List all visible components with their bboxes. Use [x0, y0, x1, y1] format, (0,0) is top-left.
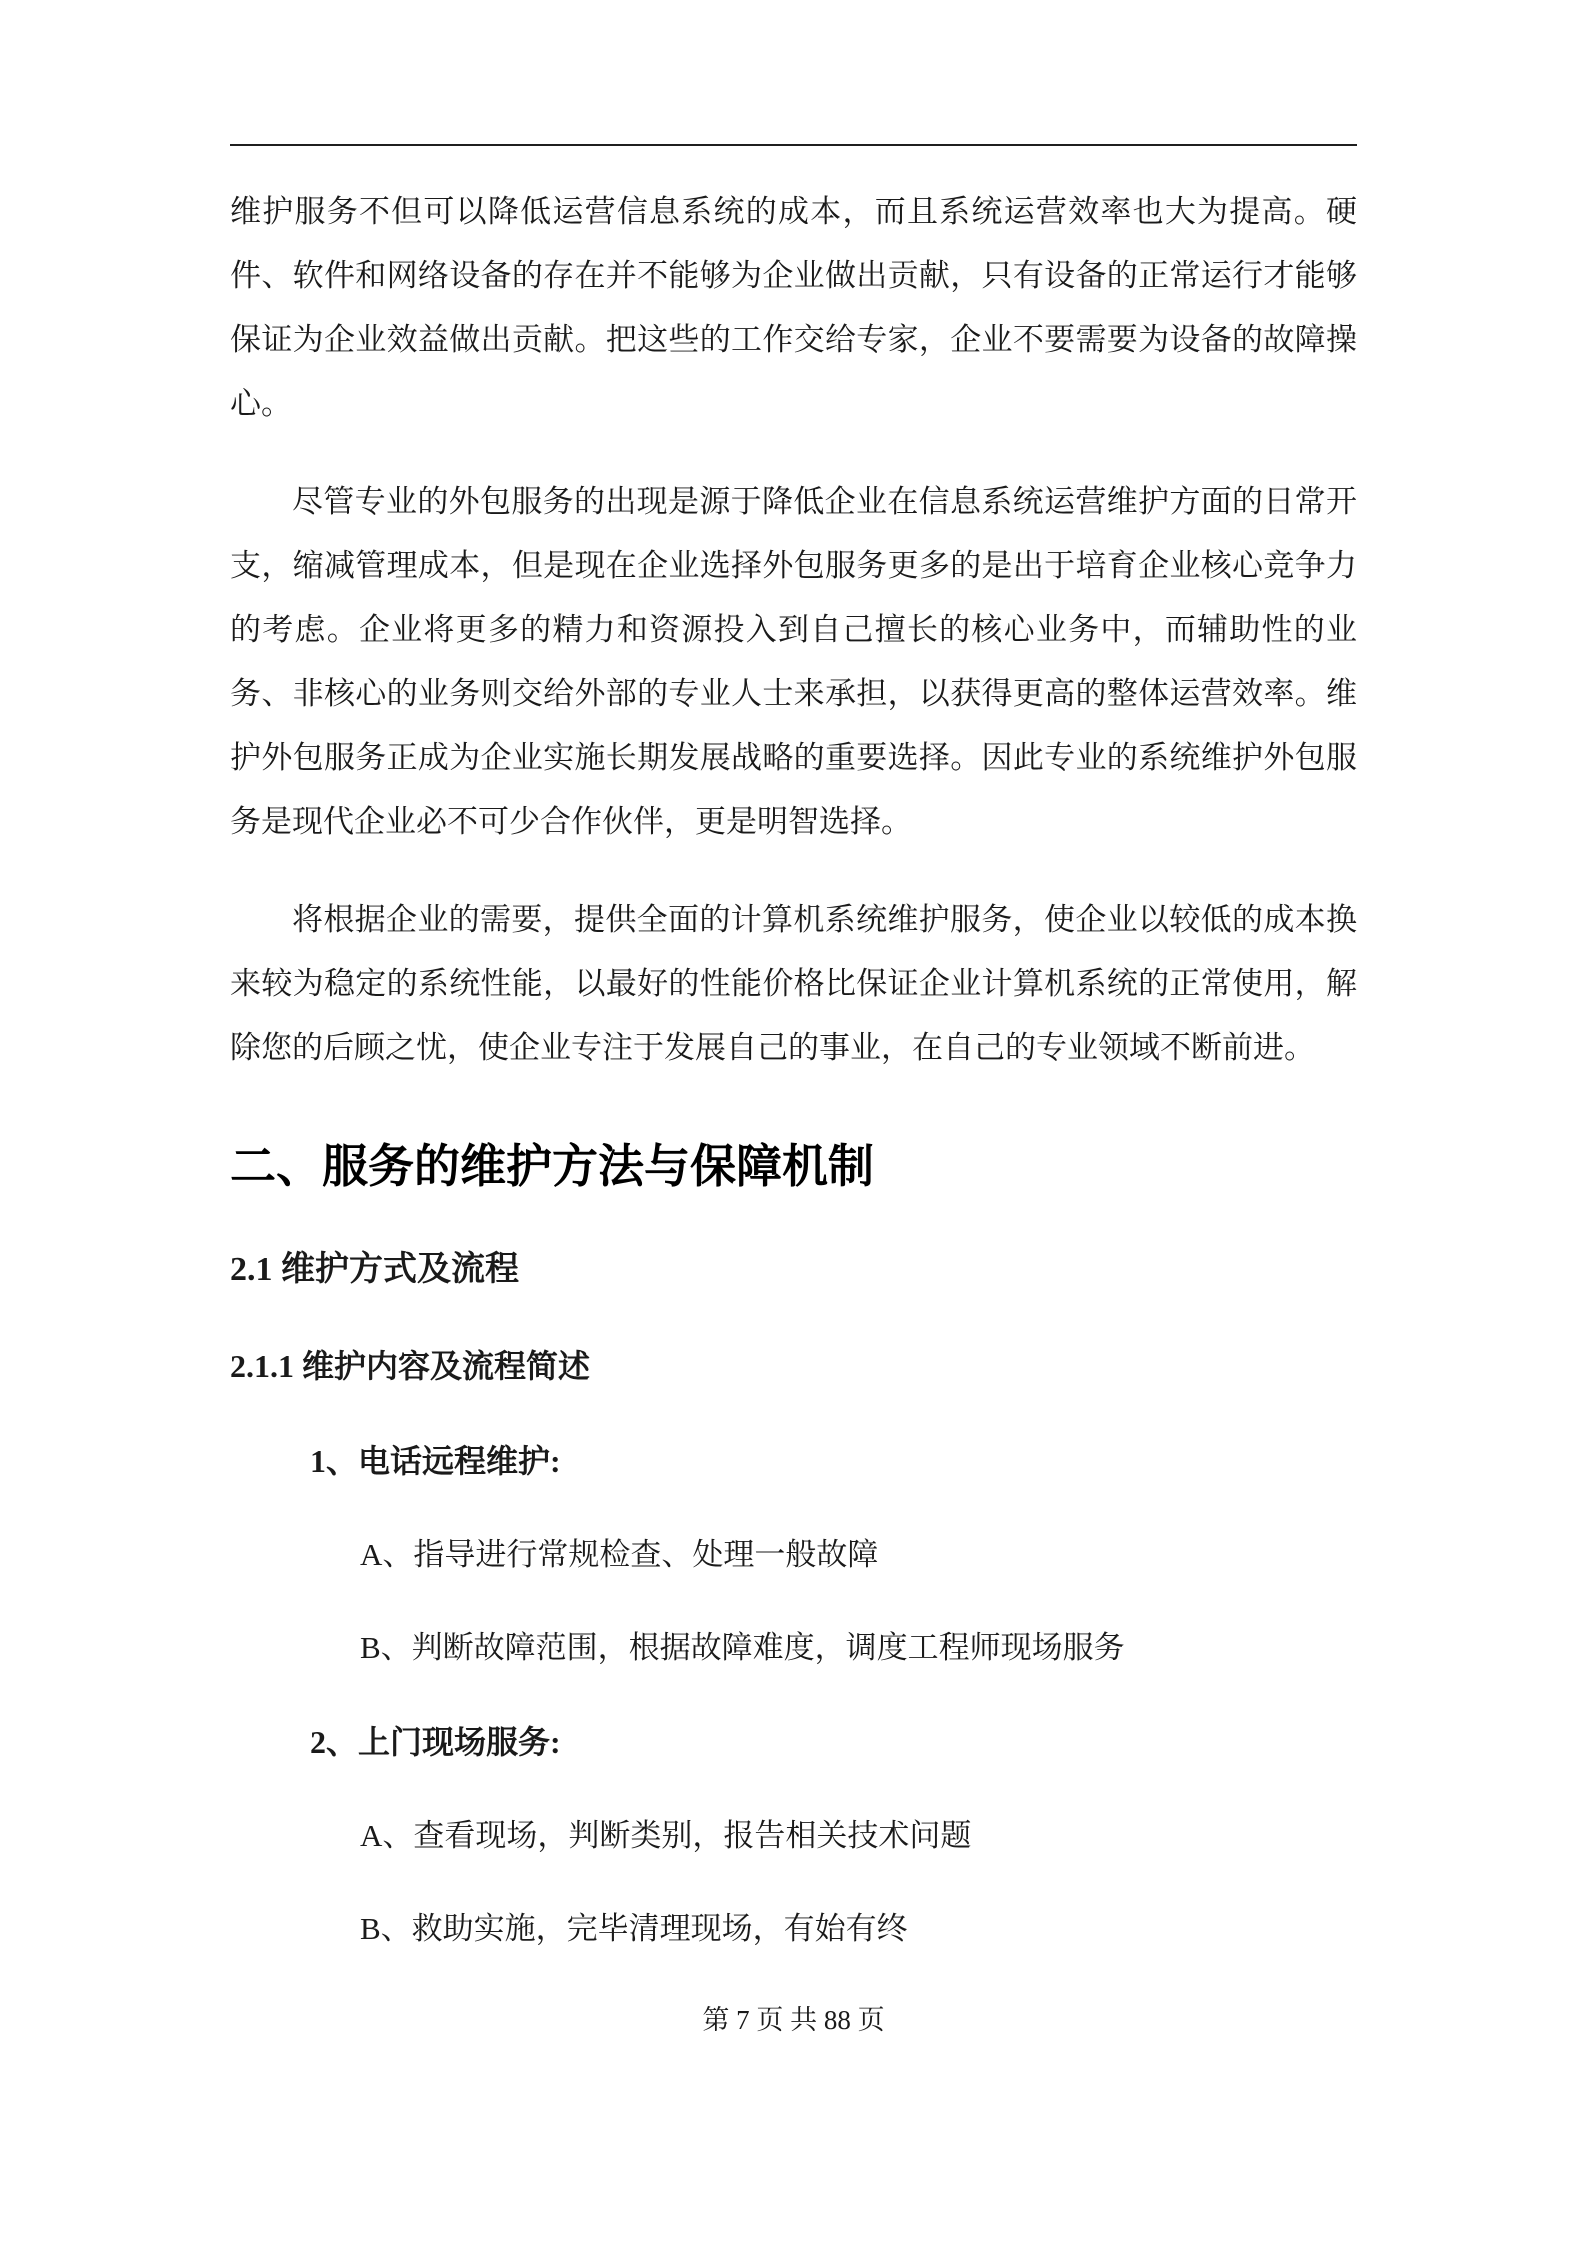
- list-item-a: A、指导进行常规检查、处理一般故障: [360, 1537, 879, 1572]
- page-number: 第 7 页 共 88 页: [702, 2005, 885, 2035]
- paragraph-outsourcing: 尽管专业的外包服务的出现是源于降低企业在信息系统运营维护方面的日常开支，缩减管理成本，但是现在企业选择外包服务更多的是出于培育企业核心竞争力的考虑。企业将更多的精力和资源投入到自己擅长的核心业务中，而辅助性的业务、非核心的业务则交给外部的专业人士来承担，以获得更高的整体运营效率。维护外包服务正成为企业实施长期发展战略的重要选择。因此专业的系统维护外包服务是现代企业必不可少合作伙伴，更是明智选择。: [230, 484, 1357, 839]
- list-item-b: B、判断故障范围，根据故障难度，调度工程师现场服务: [360, 1630, 1125, 1665]
- page-content: [230, 180, 1357, 2039]
- list-item-a: A、查看现场，判断类别，报告相关技术问题: [360, 1818, 972, 1853]
- list-item-b: B、救助实施，完毕清理现场，有始有终: [360, 1911, 908, 1946]
- section-heading: 二、服务的维护方法与保障机制: [230, 1140, 874, 1192]
- subsection-heading-2-1: 2.1 维护方式及流程: [230, 1251, 519, 1288]
- page-header-rule: [230, 0, 1357, 146]
- paragraph-continuation: 维护服务不但可以降低运营信息系统的成本，而且系统运营效率也大为提高。硬件、软件和网络设备的存在并不能够为企业做出贡献，只有设备的正常运行才能够保证为企业效益做出贡献。把这些的工作交给专家，企业不要需要为设备的故障操心。: [230, 194, 1357, 421]
- paragraph-service-promise: 将根据企业的需要，提供全面的计算机系统维护服务，使企业以较低的成本换来较为稳定的系统性能，以最好的性能价格比保证企业计算机系统的正常使用，解除您的后顾之忧，使企业专注于发展自己的事业，在自己的专业领域不断前进。: [230, 902, 1357, 1065]
- list-label-onsite-service: 2、上门现场服务:: [310, 1724, 561, 1760]
- list-label-phone-remote-maintenance: 1、电话远程维护:: [310, 1443, 561, 1479]
- subsection-heading-2-1-1: 2.1.1 维护内容及流程简述: [230, 1348, 591, 1384]
